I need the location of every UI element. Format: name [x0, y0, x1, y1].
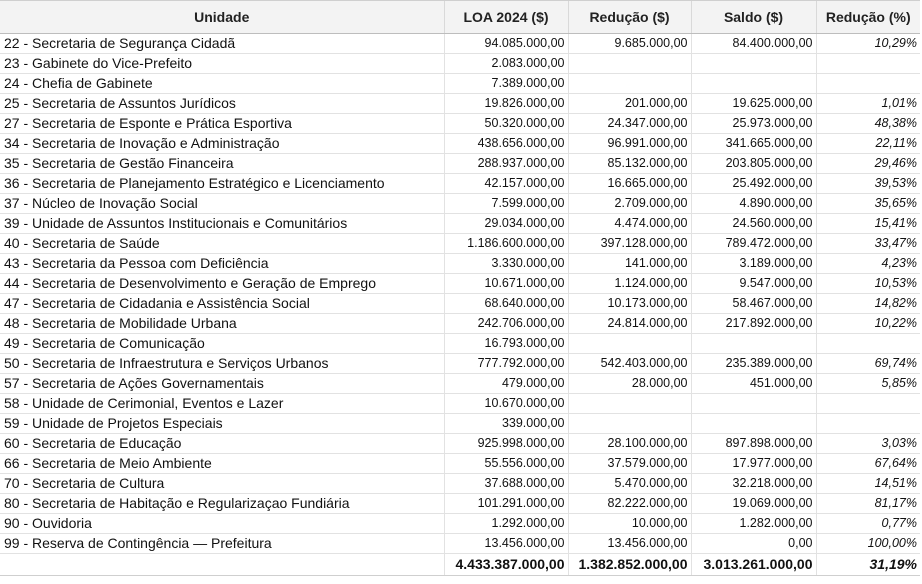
cell-reducao-pct[interactable]: 10,22%: [816, 314, 920, 334]
cell-reducao[interactable]: 1.124.000,00: [568, 274, 691, 294]
table-row: [0, 514, 920, 534]
cell-unidade[interactable]: 66 - Secretaria de Meio Ambiente: [0, 454, 444, 474]
cell-loa[interactable]: 13.456.000,00: [444, 534, 568, 554]
table-row: [0, 74, 920, 94]
cell-reducao-pct[interactable]: 67,64%: [816, 454, 920, 474]
cell-reducao[interactable]: 4.474.000,00: [568, 214, 691, 234]
cell-unidade[interactable]: 90 - Ouvidoria: [0, 514, 444, 534]
cell-loa[interactable]: 1.292.000,00: [444, 514, 568, 534]
cell-reducao-pct[interactable]: 14,51%: [816, 474, 920, 494]
total-row: [0, 554, 920, 576]
table-row: [0, 174, 920, 194]
cell-unidade[interactable]: 44 - Secretaria de Desenvolvimento e Geração de Emprego: [0, 274, 444, 294]
cell-reducao[interactable]: 201.000,00: [568, 94, 691, 114]
table-row: [0, 94, 920, 114]
table-row: [0, 334, 920, 354]
table-row: [0, 254, 920, 274]
cell-reducao-pct[interactable]: 39,53%: [816, 174, 920, 194]
cell-loa[interactable]: 10.671.000,00: [444, 274, 568, 294]
cell-saldo[interactable]: [691, 334, 816, 354]
cell-reducao[interactable]: 82.222.000,00: [568, 494, 691, 514]
cell-loa[interactable]: 68.640.000,00: [444, 294, 568, 314]
table-row: [0, 534, 920, 554]
cell-saldo[interactable]: 451.000,00: [691, 374, 816, 394]
cell-saldo[interactable]: 19.625.000,00: [691, 94, 816, 114]
cell-reducao-pct[interactable]: 0,77%: [816, 514, 920, 534]
cell-reducao[interactable]: 13.456.000,00: [568, 534, 691, 554]
cell-saldo[interactable]: 17.977.000,00: [691, 454, 816, 474]
cell-loa[interactable]: 55.556.000,00: [444, 454, 568, 474]
cell-reducao[interactable]: [568, 334, 691, 354]
cell-loa[interactable]: 7.389.000,00: [444, 74, 568, 94]
table-row: [0, 214, 920, 234]
cell-unidade[interactable]: 80 - Secretaria de Habitação e Regularizaçao Fundiária: [0, 494, 444, 514]
cell-reducao-pct[interactable]: 3,03%: [816, 434, 920, 454]
header-loa[interactable]: LOA 2024 ($): [444, 1, 568, 34]
cell-saldo[interactable]: 235.389.000,00: [691, 354, 816, 374]
cell-reducao-pct[interactable]: [816, 74, 920, 94]
cell-reducao[interactable]: 24.347.000,00: [568, 114, 691, 134]
header-reducao-pct[interactable]: Redução (%): [816, 1, 920, 34]
cell-reducao-pct[interactable]: 81,17%: [816, 494, 920, 514]
cell-reducao[interactable]: 37.579.000,00: [568, 454, 691, 474]
table-row: [0, 134, 920, 154]
cell-unidade[interactable]: 25 - Secretaria de Assuntos Jurídicos: [0, 94, 444, 114]
cell-loa[interactable]: 37.688.000,00: [444, 474, 568, 494]
cell-saldo[interactable]: 789.472.000,00: [691, 234, 816, 254]
cell-reducao-pct[interactable]: 4,23%: [816, 254, 920, 274]
cell-unidade[interactable]: 70 - Secretaria de Cultura: [0, 474, 444, 494]
cell-saldo[interactable]: 1.282.000,00: [691, 514, 816, 534]
cell-saldo[interactable]: 4.890.000,00: [691, 194, 816, 214]
cell-reducao-pct[interactable]: [816, 54, 920, 74]
cell-saldo[interactable]: 58.467.000,00: [691, 294, 816, 314]
cell-unidade[interactable]: 57 - Secretaria de Ações Governamentais: [0, 374, 444, 394]
cell-loa[interactable]: 3.330.000,00: [444, 254, 568, 274]
cell-reducao-pct[interactable]: [816, 334, 920, 354]
cell-reducao[interactable]: 96.991.000,00: [568, 134, 691, 154]
cell-loa[interactable]: 777.792.000,00: [444, 354, 568, 374]
cell-loa[interactable]: 101.291.000,00: [444, 494, 568, 514]
cell-reducao-pct[interactable]: 69,74%: [816, 354, 920, 374]
cell-reducao[interactable]: [568, 74, 691, 94]
cell-unidade[interactable]: 34 - Secretaria de Inovação e Administração: [0, 134, 444, 154]
cell-loa[interactable]: 29.034.000,00: [444, 214, 568, 234]
cell-unidade[interactable]: 40 - Secretaria de Saúde: [0, 234, 444, 254]
table-row: [0, 294, 920, 314]
cell-saldo[interactable]: 341.665.000,00: [691, 134, 816, 154]
cell-unidade[interactable]: 35 - Secretaria de Gestão Financeira: [0, 154, 444, 174]
cell-reducao-pct[interactable]: 1,01%: [816, 94, 920, 114]
cell-reducao[interactable]: 397.128.000,00: [568, 234, 691, 254]
cell-unidade[interactable]: 60 - Secretaria de Educação: [0, 434, 444, 454]
cell-reducao-pct[interactable]: 35,65%: [816, 194, 920, 214]
table-row: [0, 434, 920, 454]
table-row: [0, 114, 920, 134]
cell-loa[interactable]: 438.656.000,00: [444, 134, 568, 154]
table-row: [0, 414, 920, 434]
cell-saldo[interactable]: 25.492.000,00: [691, 174, 816, 194]
cell-reducao[interactable]: 16.665.000,00: [568, 174, 691, 194]
cell-unidade[interactable]: 58 - Unidade de Cerimonial, Eventos e Lazer: [0, 394, 444, 414]
cell-reducao[interactable]: 10.000,00: [568, 514, 691, 534]
cell-reducao[interactable]: 2.709.000,00: [568, 194, 691, 214]
cell-saldo[interactable]: 3.189.000,00: [691, 254, 816, 274]
cell-saldo[interactable]: 897.898.000,00: [691, 434, 816, 454]
cell-unidade[interactable]: 37 - Núcleo de Inovação Social: [0, 194, 444, 214]
cell-unidade[interactable]: 39 - Unidade de Assuntos Institucionais e Comunitários: [0, 214, 444, 234]
cell-reducao[interactable]: 141.000,00: [568, 254, 691, 274]
cell-reducao-pct[interactable]: 14,82%: [816, 294, 920, 314]
cell-saldo[interactable]: 24.560.000,00: [691, 214, 816, 234]
cell-unidade[interactable]: 22 - Secretaria de Segurança Cidadã: [0, 34, 444, 54]
table-body: [0, 34, 920, 576]
cell-saldo[interactable]: 203.805.000,00: [691, 154, 816, 174]
cell-unidade[interactable]: 36 - Secretaria de Planejamento Estratégico e Licenciamento: [0, 174, 444, 194]
cell-reducao-pct[interactable]: 5,85%: [816, 374, 920, 394]
table-row: [0, 354, 920, 374]
cell-reducao[interactable]: 24.814.000,00: [568, 314, 691, 334]
cell-loa[interactable]: 16.793.000,00: [444, 334, 568, 354]
cell-saldo[interactable]: 25.973.000,00: [691, 114, 816, 134]
cell-loa[interactable]: 1.186.600.000,00: [444, 234, 568, 254]
cell-unidade[interactable]: 27 - Secretaria de Esponte e Prática Esportiva: [0, 114, 444, 134]
table-row: [0, 274, 920, 294]
table-row: [0, 394, 920, 414]
cell-reducao[interactable]: 542.403.000,00: [568, 354, 691, 374]
table-row: [0, 34, 920, 54]
cell-unidade[interactable]: 50 - Secretaria de Infraestrutura e Serviços Urbanos: [0, 354, 444, 374]
table-row: [0, 314, 920, 334]
header-unidade[interactable]: Unidade: [0, 1, 444, 34]
cell-unidade[interactable]: 43 - Secretaria da Pessoa com Deficiência: [0, 254, 444, 274]
cell-reducao-pct[interactable]: 33,47%: [816, 234, 920, 254]
cell-reducao-pct[interactable]: 10,29%: [816, 34, 920, 54]
cell-saldo[interactable]: 9.547.000,00: [691, 274, 816, 294]
cell-reducao-pct[interactable]: 22,11%: [816, 134, 920, 154]
cell-reducao[interactable]: 85.132.000,00: [568, 154, 691, 174]
table-row: [0, 474, 920, 494]
table-row: [0, 194, 920, 214]
cell-unidade[interactable]: 49 - Secretaria de Comunicação: [0, 334, 444, 354]
cell-reducao[interactable]: 10.173.000,00: [568, 294, 691, 314]
cell-loa[interactable]: 10.670.000,00: [444, 394, 568, 414]
table-row: [0, 494, 920, 514]
cell-loa[interactable]: 50.320.000,00: [444, 114, 568, 134]
header-row: [0, 1, 920, 34]
cell-reducao-pct[interactable]: [816, 414, 920, 434]
cell-unidade[interactable]: 59 - Unidade de Projetos Especiais: [0, 414, 444, 434]
cell-reducao[interactable]: 5.470.000,00: [568, 474, 691, 494]
total-cell-reducao-pct[interactable]: 31,19%: [816, 554, 920, 576]
cell-reducao[interactable]: [568, 54, 691, 74]
cell-loa[interactable]: 925.998.000,00: [444, 434, 568, 454]
cell-loa[interactable]: 288.937.000,00: [444, 154, 568, 174]
cell-reducao-pct[interactable]: 10,53%: [816, 274, 920, 294]
cell-loa[interactable]: 2.083.000,00: [444, 54, 568, 74]
table-row: [0, 234, 920, 254]
table-row: [0, 454, 920, 474]
cell-saldo[interactable]: 217.892.000,00: [691, 314, 816, 334]
cell-unidade[interactable]: 99 - Reserva de Contingência — Prefeitura: [0, 534, 444, 554]
cell-reducao-pct[interactable]: [816, 394, 920, 414]
cell-saldo[interactable]: [691, 54, 816, 74]
cell-loa[interactable]: 479.000,00: [444, 374, 568, 394]
cell-reducao[interactable]: 28.000,00: [568, 374, 691, 394]
table-row: [0, 154, 920, 174]
cell-reducao-pct[interactable]: 100,00%: [816, 534, 920, 554]
total-cell-saldo[interactable]: 3.013.261.000,00: [691, 554, 816, 576]
cell-unidade[interactable]: 47 - Secretaria de Cidadania e Assistência Social: [0, 294, 444, 314]
cell-loa[interactable]: 339.000,00: [444, 414, 568, 434]
cell-saldo[interactable]: [691, 74, 816, 94]
cell-saldo[interactable]: 84.400.000,00: [691, 34, 816, 54]
cell-reducao[interactable]: [568, 394, 691, 414]
cell-saldo[interactable]: 0,00: [691, 534, 816, 554]
header-reducao[interactable]: Redução ($): [568, 1, 691, 34]
cell-saldo[interactable]: 19.069.000,00: [691, 494, 816, 514]
cell-saldo[interactable]: [691, 394, 816, 414]
cell-saldo[interactable]: 32.218.000,00: [691, 474, 816, 494]
cell-unidade[interactable]: 24 - Chefia de Gabinete: [0, 74, 444, 94]
cell-unidade[interactable]: 48 - Secretaria de Mobilidade Urbana: [0, 314, 444, 334]
cell-loa[interactable]: 42.157.000,00: [444, 174, 568, 194]
total-cell-reducao[interactable]: 1.382.852.000,00: [568, 554, 691, 576]
cell-loa[interactable]: 7.599.000,00: [444, 194, 568, 214]
cell-saldo[interactable]: [691, 414, 816, 434]
cell-loa[interactable]: 19.826.000,00: [444, 94, 568, 114]
cell-unidade[interactable]: 23 - Gabinete do Vice-Prefeito: [0, 54, 444, 74]
cell-reducao-pct[interactable]: 29,46%: [816, 154, 920, 174]
table-row: [0, 374, 920, 394]
header-saldo[interactable]: Saldo ($): [691, 1, 816, 34]
table-row: [0, 54, 920, 74]
cell-reducao[interactable]: [568, 414, 691, 434]
cell-loa[interactable]: 242.706.000,00: [444, 314, 568, 334]
total-cell-loa[interactable]: 4.433.387.000,00: [444, 554, 568, 576]
total-cell-unidade[interactable]: [0, 554, 444, 576]
cell-loa[interactable]: 94.085.000,00: [444, 34, 568, 54]
cell-reducao[interactable]: 9.685.000,00: [568, 34, 691, 54]
cell-reducao-pct[interactable]: 15,41%: [816, 214, 920, 234]
cell-reducao[interactable]: 28.100.000,00: [568, 434, 691, 454]
cell-reducao-pct[interactable]: 48,38%: [816, 114, 920, 134]
